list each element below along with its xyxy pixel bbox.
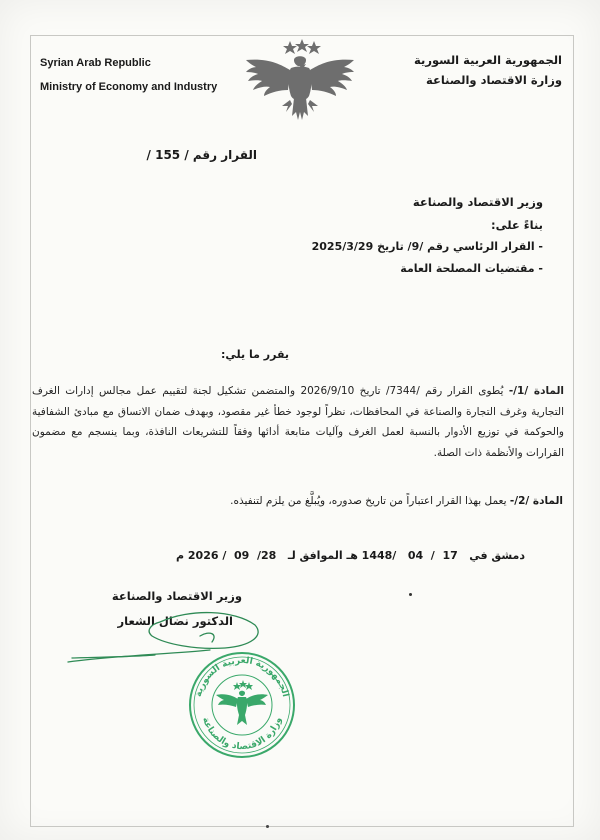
issuer-title: وزير الاقتصاد والصناعة [412,195,543,209]
ink-dot [266,825,269,828]
basis-item-2: - مقتضيات المصلحة العامة [400,262,543,275]
header-ministry-ar: وزارة الاقتصاد والصناعة [426,73,562,87]
stamp-bottom-text: وزارة الاقتصاد والصناعة [200,716,284,753]
header-country-en: Syrian Arab Republic [40,57,151,69]
basis-item-1: - القرار الرئاسي رقم /9/ تاريخ 2025/3/29 [311,240,543,253]
article-1-label: المادة /1/- [508,385,564,397]
based-on-label: بناءً على: [491,218,543,232]
date-line: دمشق في 17 / 04 /1448 هـ الموافق لـ 28/ 09 / 2026 م [175,549,525,562]
article-2 [230,495,563,507]
decision-number: / 155 / القرار رقم [146,148,257,162]
official-stamp-icon [186,649,298,761]
article-1-text: يُطوى القرار رقم /7344/ تاريخ 2026/9/10 والمتضمن تشكيل لجنة لتقييم عمل مجالس إدارات الغرف التجارية وغرف التجارة والصناعة في المحافظات، نظراً لوجود خطأ غير مقصود، وبهدف ضمان الاتساق مع مبادئ الشفافية والحوكمة في توزيع الأدوار بالنسبة لعمل الغرف وآليات متابعة أدائها وفقاً للتشريعات النافذة، وبما ينسجم مع مضمون القرارات والأنظمة ذات الصلة. [32,385,564,459]
ink-dot [409,593,412,596]
article-1 [32,381,564,463]
stamp-top-text: الجمهورية العربية السورية [193,655,291,698]
eagle-emblem-icon [242,38,358,128]
header-ministry-en: Ministry of Economy and Industry [40,81,218,93]
signature-name: الدكتور نضال الشعار [117,614,233,628]
signature-title: وزير الاقتصاد والصناعة [111,589,242,603]
article-2-text: يعمل بهذا القرار اعتباراً من تاريخ صدوره، ويُبلَّغ من يلزم لتنفيذه. [230,495,507,507]
article-2-label: المادة /2/- [509,495,563,507]
decides-heading: يقرر ما يلي: [221,348,289,361]
header-country-ar: الجمهورية العربية السورية [414,53,562,67]
